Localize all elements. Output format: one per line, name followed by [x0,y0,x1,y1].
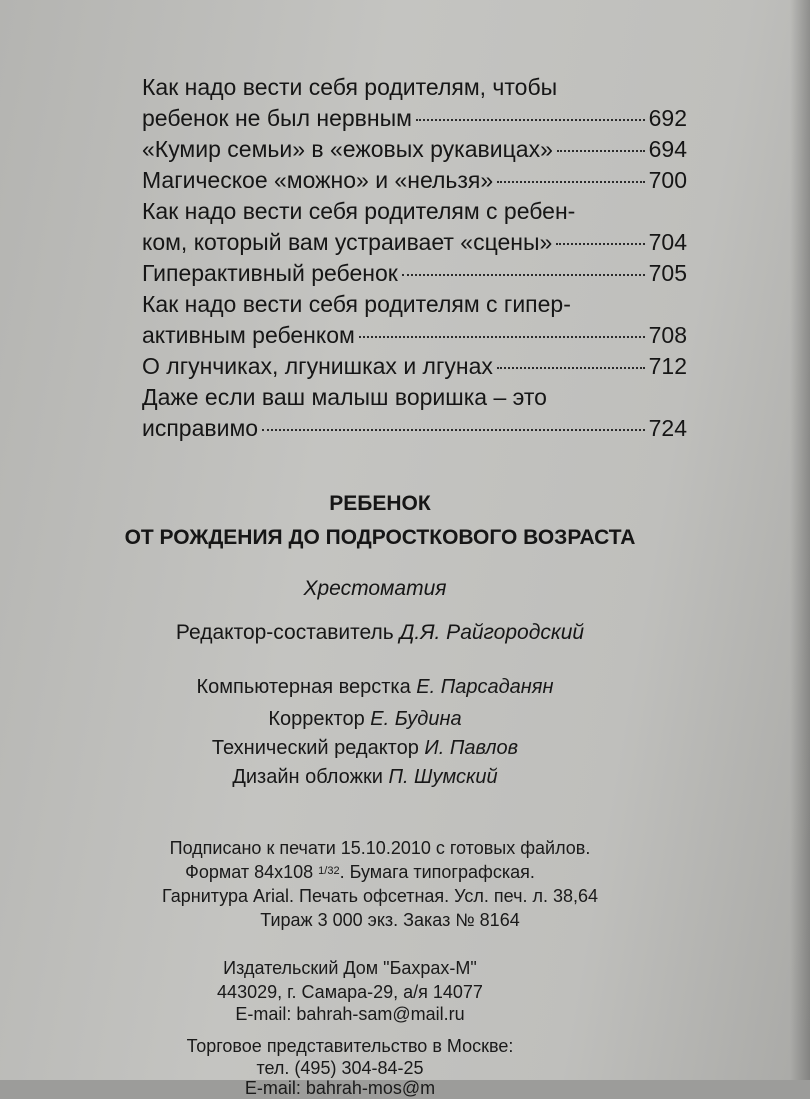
toc-entry-text: исправимо [142,415,259,441]
editor-line [0,621,760,645]
toc-entry-text: «Кумир семьи» в «ежовых рукавицах» [142,136,553,162]
format-fraction-den: /32 [324,865,340,877]
publisher-name: Издательский Дом "Бахрах-М" [223,958,477,978]
book-title: РЕБЕНОК [329,492,431,515]
toc-entry-text: Как надо вести себя родителям с ребен- [142,198,576,224]
staff-credit [0,737,730,760]
toc-entry-text: Как надо вести себя родителям с гипер- [142,291,571,317]
editor-label: Редактор-составитель [175,621,394,644]
toc-entry-text: Даже если ваш малыш воришка – это [142,384,547,410]
leader-dots [556,243,644,245]
staff-credit [0,766,730,789]
toc-page-number: 700 [648,167,687,193]
toc-entry-text: ребенок не был нервным [142,105,412,131]
leader-dots [416,119,645,121]
toc-entry [142,351,687,382]
toc-entry [142,289,687,351]
leader-dots [557,150,645,152]
publisher-email: E-mail: bahrah-sam@mail.ru [235,1004,465,1024]
format-text: Формат 84х108 [185,862,314,882]
toc-entry [142,134,687,165]
staff-role: Корректор [268,708,365,730]
editor-name: Д.Я. Райгородский [399,621,585,644]
toc-page-number: 704 [648,229,687,255]
staff-role: Компьютерная верстка [196,676,411,698]
format-fraction-num: 1 [318,865,325,877]
moscow-office: Торговое представительство в Москве: [186,1036,514,1056]
print-info-line [0,862,740,883]
print-info-line: Тираж 3 000 экз. Заказ № 8164 [260,910,520,930]
leader-dots [497,367,645,369]
publisher-address: 443029, г. Самара-29, а/я 14077 [217,982,483,1002]
toc-entry-text: активным ребенком [142,322,355,348]
toc-entry-text: Магическое «можно» и «нельзя» [142,167,494,193]
toc-entry [142,382,687,444]
leader-dots [402,274,645,276]
staff-credit [10,676,740,699]
staff-name: П. Шумский [388,766,498,788]
toc-entry [142,196,687,258]
toc-entry [142,72,687,134]
book-subtitle: ОТ РОЖДЕНИЯ ДО ПОДРОСТКОВОГО ВОЗРАСТА [124,526,636,549]
staff-name: Е. Парсаданян [416,676,554,698]
toc-entry-text: ком, который вам устраивает «сцены» [142,229,553,255]
toc-entry-text: О лгунчиках, лгунишках и лгунах [142,353,493,379]
staff-name: И. Павлов [424,737,519,759]
staff-name: Е. Будина [370,708,462,730]
toc-page-number: 724 [648,415,687,441]
moscow-email: E-mail: bahrah-mos@m [244,1078,436,1098]
table-of-contents [142,72,687,444]
toc-entry [142,258,687,289]
toc-entry-text: Как надо вести себя родителям, чтобы [142,74,558,100]
toc-page-number: 692 [648,105,687,131]
leader-dots [262,429,645,431]
book-genre: Хрестоматия [303,577,447,600]
leader-dots [359,336,645,338]
toc-page-number: 708 [648,322,687,348]
moscow-phone: тел. (495) 304-84-25 [256,1058,424,1078]
paper-text: . Бумага типографская. [339,862,535,882]
toc-entry [142,165,687,196]
toc-entry-text: Гиперактивный ребенок [142,260,398,286]
page-shadow [790,0,810,1080]
staff-credit [0,708,730,731]
staff-role: Технический редактор [211,737,419,759]
print-info-line: Гарнитура Arial. Печать офсетная. Усл. печ. л. 38,64 [162,886,598,906]
toc-page-number: 694 [648,136,687,162]
toc-page-number: 705 [648,260,687,286]
leader-dots [497,181,644,183]
print-info-line: Подписано к печати 15.10.2010 с готовых файлов. [169,838,591,858]
staff-role: Дизайн обложки [232,766,383,788]
toc-page-number: 712 [648,353,687,379]
